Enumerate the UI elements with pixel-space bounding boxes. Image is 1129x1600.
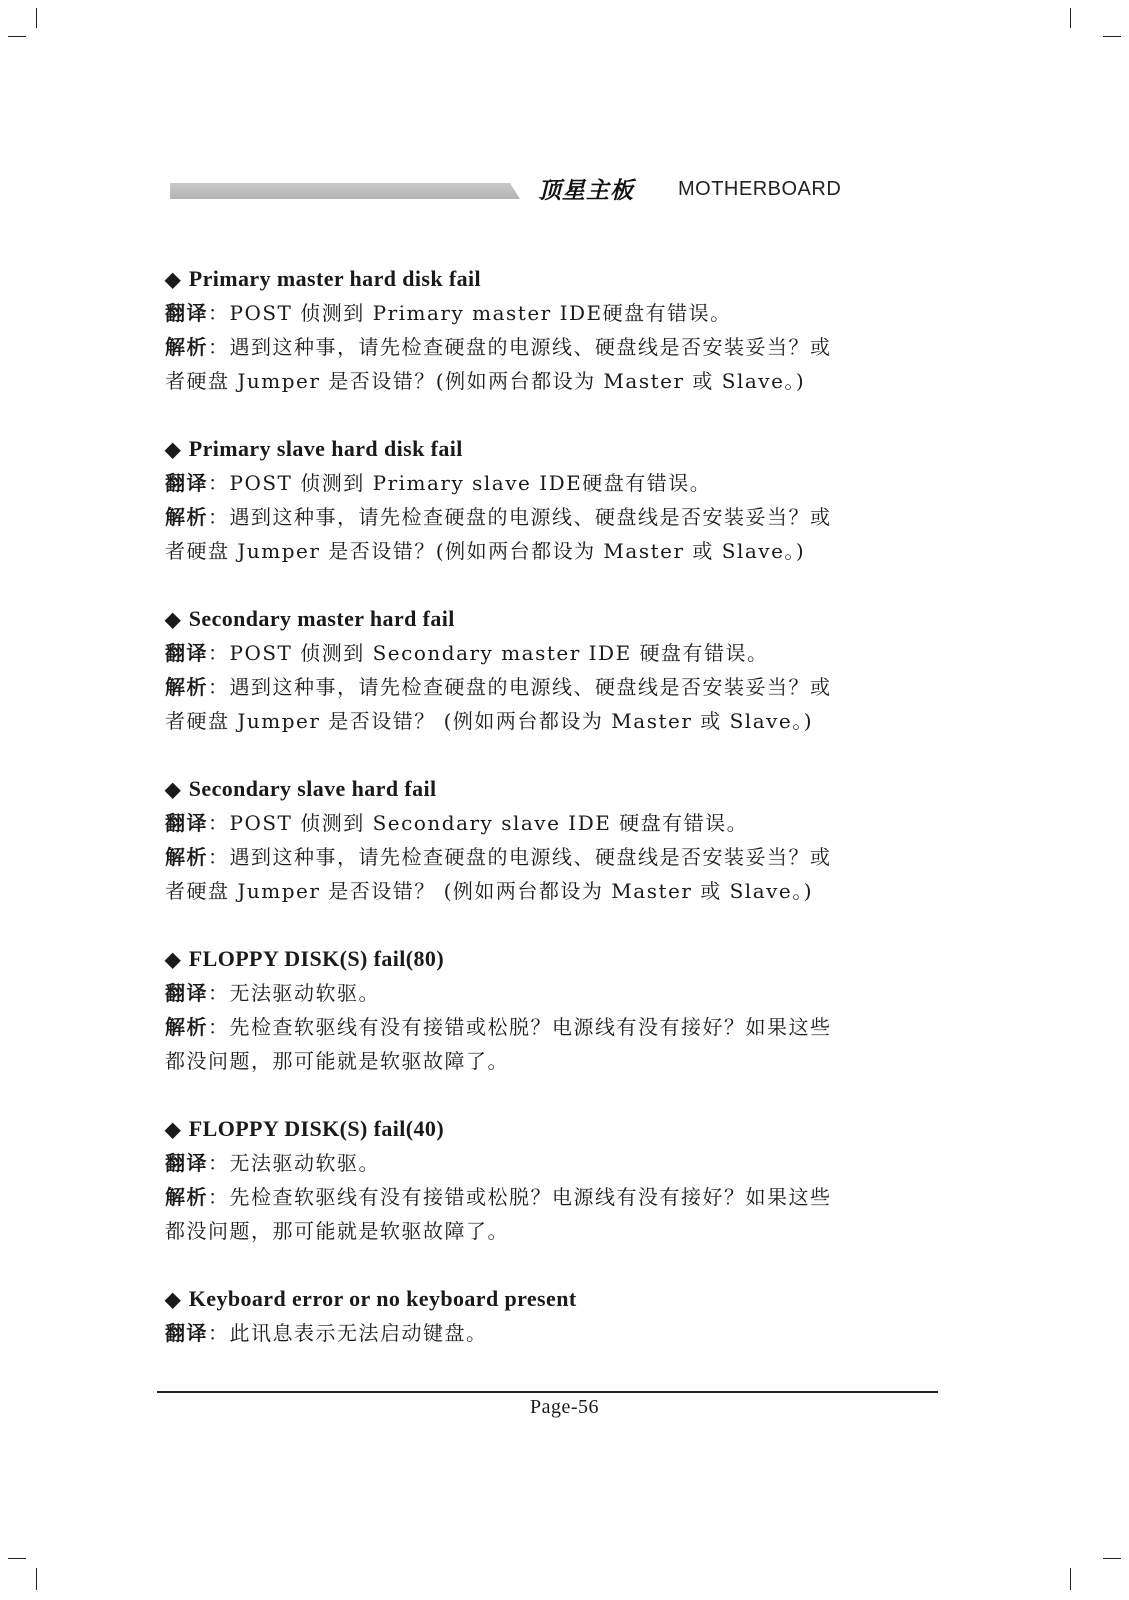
translation-line: 翻译：此讯息表示无法启动键盘。: [165, 1321, 488, 1345]
diamond-bullet-icon: ◆: [165, 609, 181, 631]
error-entry: [165, 432, 935, 568]
translation-label: 翻译: [165, 641, 208, 665]
analysis-label: 解析: [165, 675, 208, 699]
error-title: [165, 942, 935, 976]
translation-line: 翻译：POST 侦测到 Secondary master IDE 硬盘有错误。: [165, 641, 769, 665]
analysis-label: 解析: [165, 845, 208, 869]
analysis-label: 解析: [165, 335, 208, 359]
analysis-label: 解析: [165, 1185, 208, 1209]
brand-subtitle: MOTHERBOARD: [678, 178, 842, 200]
translation-text: POST 侦测到 Secondary slave IDE 硬盘有错误。: [229, 811, 749, 835]
error-title: [165, 602, 935, 636]
crop-mark: [1103, 1558, 1121, 1559]
footer-divider: [157, 1391, 938, 1393]
translation-text: POST 侦测到 Primary master IDE硬盘有错误。: [229, 301, 732, 325]
crop-mark: [36, 8, 37, 28]
translation-text: POST 侦测到 Primary slave IDE硬盘有错误。: [229, 471, 712, 495]
translation-line: 翻译：无法驱动软驱。: [165, 1151, 380, 1175]
error-title-text: FLOPPY DISK(S) fail(80): [188, 946, 445, 971]
analysis-text: 都没问题，那可能就是软驱故障了。: [165, 1219, 509, 1243]
analysis-line: 解析：先检查软驱线有没有接错或松脱？电源线有没有接好？如果这些: [165, 1185, 832, 1209]
error-title: [165, 262, 935, 296]
error-entry: [165, 602, 935, 738]
analysis-text: 者硬盘 Jumper 是否设错？(例如两台都设为 Master 或 Slave。): [165, 539, 806, 563]
translation-label: 翻译: [165, 301, 208, 325]
error-entry: [165, 1112, 935, 1248]
error-title: [165, 1282, 935, 1316]
translation-text: 此讯息表示无法启动键盘。: [229, 1321, 488, 1345]
translation-text: POST 侦测到 Secondary master IDE 硬盘有错误。: [229, 641, 769, 665]
error-entry: [165, 1282, 935, 1350]
crop-mark: [36, 1568, 37, 1590]
error-title-text: Secondary slave hard fail: [188, 776, 437, 801]
page-number: Page-56: [529, 1396, 600, 1418]
diamond-bullet-icon: ◆: [165, 949, 181, 971]
error-title-text: Keyboard error or no keyboard present: [188, 1286, 577, 1311]
diamond-bullet-icon: ◆: [165, 439, 181, 461]
error-title-text: Primary master hard disk fail: [188, 266, 482, 291]
analysis-text: 先检查软驱线有没有接错或松脱？电源线有没有接好？如果这些: [229, 1185, 832, 1209]
translation-line: 翻译：POST 侦测到 Primary slave IDE硬盘有错误。: [165, 471, 712, 495]
diamond-bullet-icon: ◆: [165, 779, 181, 801]
analysis-text: 遇到这种事，请先检查硬盘的电源线、硬盘线是否安装妥当？或: [229, 675, 832, 699]
diamond-bullet-icon: ◆: [165, 1289, 181, 1311]
analysis-text: 都没问题，那可能就是软驱故障了。: [165, 1049, 509, 1073]
analysis-line: [165, 874, 935, 908]
analysis-text: 遇到这种事，请先检查硬盘的电源线、硬盘线是否安装妥当？或: [229, 335, 832, 359]
analysis-text: 者硬盘 Jumper 是否设错？(例如两台都设为 Master 或 Slave。): [165, 369, 806, 393]
translation-label: 翻译: [165, 981, 208, 1005]
translation-text: 无法驱动软驱。: [229, 981, 380, 1005]
analysis-text: 遇到这种事，请先检查硬盘的电源线、硬盘线是否安装妥当？或: [229, 845, 832, 869]
error-title-text: FLOPPY DISK(S) fail(40): [188, 1116, 445, 1141]
analysis-line: 解析：遇到这种事，请先检查硬盘的电源线、硬盘线是否安装妥当？或: [165, 845, 832, 869]
crop-mark: [1103, 36, 1121, 37]
error-title-text: Primary slave hard disk fail: [188, 436, 463, 461]
analysis-line: 解析：先检查软驱线有没有接错或松脱？电源线有没有接好？如果这些: [165, 1015, 832, 1039]
error-entry: [165, 772, 935, 908]
analysis-line: 解析：遇到这种事，请先检查硬盘的电源线、硬盘线是否安装妥当？或: [165, 335, 832, 359]
crop-mark: [1070, 1568, 1071, 1590]
analysis-line: 解析：遇到这种事，请先检查硬盘的电源线、硬盘线是否安装妥当？或: [165, 505, 832, 529]
error-entry: [165, 942, 935, 1078]
crop-mark: [1070, 8, 1071, 28]
translation-line: 翻译：POST 侦测到 Secondary slave IDE 硬盘有错误。: [165, 811, 749, 835]
analysis-line: [165, 364, 935, 398]
header-decorative-bar: [170, 183, 520, 199]
diamond-bullet-icon: ◆: [165, 1119, 181, 1141]
translation-label: 翻译: [165, 1321, 208, 1345]
analysis-text: 者硬盘 Jumper 是否设错？ (例如两台都设为 Master 或 Slave。): [165, 879, 814, 903]
analysis-line: [165, 1044, 935, 1078]
analysis-text: 者硬盘 Jumper 是否设错？ (例如两台都设为 Master 或 Slave。): [165, 709, 814, 733]
analysis-label: 解析: [165, 505, 208, 529]
analysis-line: [165, 704, 935, 738]
error-title: [165, 432, 935, 466]
translation-line: 翻译：无法驱动软驱。: [165, 981, 380, 1005]
error-message-list: [165, 262, 935, 1384]
analysis-label: 解析: [165, 1015, 208, 1039]
analysis-text: 先检查软驱线有没有接错或松脱？电源线有没有接好？如果这些: [229, 1015, 832, 1039]
brand-logo-text: 顶星主板: [538, 178, 634, 204]
crop-mark: [8, 1558, 26, 1559]
translation-line: 翻译：POST 侦测到 Primary master IDE硬盘有错误。: [165, 301, 732, 325]
translation-label: 翻译: [165, 1151, 208, 1175]
analysis-line: [165, 1214, 935, 1248]
translation-text: 无法驱动软驱。: [229, 1151, 380, 1175]
diamond-bullet-icon: ◆: [165, 269, 181, 291]
error-title: [165, 1112, 935, 1146]
analysis-line: [165, 534, 935, 568]
crop-mark: [8, 36, 26, 37]
analysis-text: 遇到这种事，请先检查硬盘的电源线、硬盘线是否安装妥当？或: [229, 505, 832, 529]
error-entry: [165, 262, 935, 398]
error-title-text: Secondary master hard fail: [188, 606, 455, 631]
analysis-line: 解析：遇到这种事，请先检查硬盘的电源线、硬盘线是否安装妥当？或: [165, 675, 832, 699]
error-title: [165, 772, 935, 806]
translation-label: 翻译: [165, 811, 208, 835]
translation-label: 翻译: [165, 471, 208, 495]
